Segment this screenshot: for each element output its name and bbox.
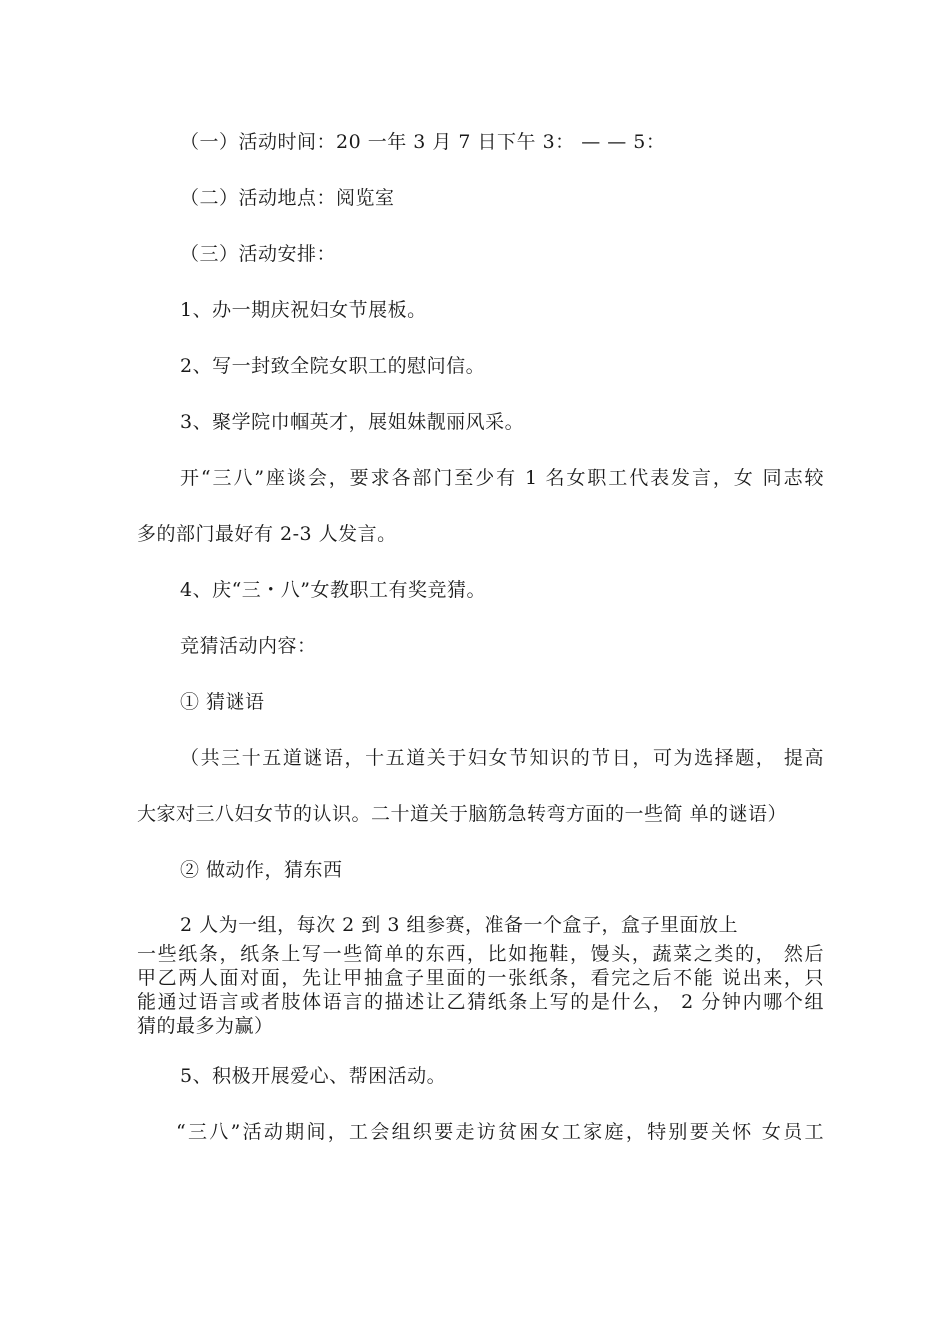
riddles-heading: ① 猜谜语 xyxy=(180,691,265,713)
symposium-paragraph-line-2: 多的部门最好有 2-3 人发言。 xyxy=(137,523,397,545)
activity-time: （一）活动时间：20 一年 3 月 7 日下午 3： — — 5： xyxy=(180,131,666,153)
charades-paragraph-line-4: 能通过语言或者肢体语言的描述让乙猜纸条上写的是什么， 2 分钟内哪个组 xyxy=(137,991,824,1013)
quiz-content-heading: 竞猜活动内容： xyxy=(180,635,317,657)
charity-paragraph-line-1: “三八”活动期间，工会组织要走访贫困女工家庭，特别要关怀 女员工 xyxy=(176,1121,824,1143)
item-5: 5、积极开展爱心、帮困活动。 xyxy=(180,1065,447,1087)
charades-paragraph-line-1: 2 人为一组，每次 2 到 3 组参赛，准备一个盒子，盒子里面放上 xyxy=(180,914,738,936)
charades-paragraph-line-3: 甲乙两人面对面，先让甲抽盒子里面的一张纸条，看完之后不能 说出来，只 xyxy=(137,967,824,989)
charades-paragraph-line-5: 猜的最多为赢） xyxy=(137,1015,274,1037)
activity-location: （二）活动地点：阅览室 xyxy=(180,187,395,209)
riddles-paragraph-line-1: （共三十五道谜语，十五道关于妇女节知识的节日，可为选择题， 提高 xyxy=(180,747,824,769)
item-3: 3、聚学院巾帼英才，展姐妹靓丽风采。 xyxy=(180,411,525,433)
charades-paragraph-line-2: 一些纸条，纸条上写一些简单的东西，比如拖鞋，馒头，蔬菜之类的， 然后 xyxy=(137,943,824,965)
item-1: 1、办一期庆祝妇女节展板。 xyxy=(180,299,427,321)
riddles-paragraph-line-2: 大家对三八妇女节的认识。二十道关于脑筋急转弯方面的一些简 单的谜语） xyxy=(137,803,788,825)
symposium-paragraph-line-1: 开“三八”座谈会，要求各部门至少有 1 名女职工代表发言，女 同志较 xyxy=(180,467,824,489)
charades-heading: ② 做动作，猜东西 xyxy=(180,859,343,881)
activity-arrangement-heading: （三）活动安排： xyxy=(180,243,337,265)
item-4: 4、庆“三・八”女教职工有奖竞猜。 xyxy=(180,579,487,601)
item-2: 2、写一封致全院女职工的慰问信。 xyxy=(180,355,486,377)
